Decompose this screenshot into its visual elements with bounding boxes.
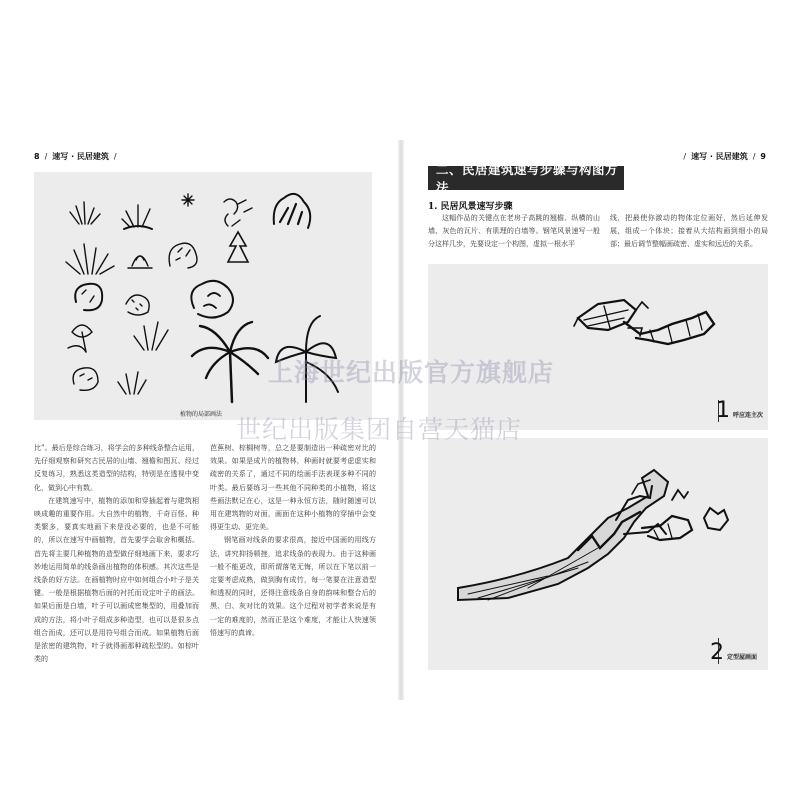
paragraph: 钢笔画对线条的要求很高，接近中国画的用线方法，讲究抑扬顿挫，追求线条的表现力。由于这种画一般不能更改，即所谓落笔无悔，所以在下笔以前一定要考虑成熟，做到胸有成竹，每一笔要在注意造型和透视的同时，还得注意线条自身的韵味和整合后的黑、白、灰对比的效果。这个过程对初学者来说是有一定的难度的，然而正是这个难度，才能让人快速领悟速写的真谛。 xyxy=(210,536,376,637)
header-separator: / xyxy=(683,152,687,161)
subheading: 1. 民居风景速写步骤 xyxy=(428,202,513,212)
blossom-shrub-sketch xyxy=(126,295,149,315)
right-running-title: 速写 · 民居建筑 xyxy=(691,152,748,161)
grass-clump-sketch xyxy=(66,244,114,274)
store-watermark-line-2: 世纪出版集团自营天猫店 xyxy=(236,415,523,444)
tree-canopy-sketch xyxy=(191,281,233,318)
figure-label-2 xyxy=(710,642,757,664)
plant-figure-caption: 植物的局部画法 xyxy=(180,411,223,418)
header-separator: / xyxy=(44,152,48,161)
leaf-plant-sketch xyxy=(68,325,92,352)
grass-tuft-sketch xyxy=(118,372,146,394)
left-text-column-1 xyxy=(34,442,199,672)
header-separator: / xyxy=(113,152,117,161)
right-text-column-2 xyxy=(610,212,768,262)
store-watermark-line-1: 上海世纪出版官方旗舰店 xyxy=(268,358,555,387)
right-page-number: 9 xyxy=(760,152,766,161)
section-title: 二、民居建筑速写步骤与构图方法 xyxy=(428,166,624,190)
low-shrub-sketch xyxy=(73,368,98,391)
left-text-column-2 xyxy=(210,442,376,637)
palm-tree-sketch xyxy=(192,322,268,402)
fern-sketch xyxy=(182,194,194,206)
step-2-sketch-panel xyxy=(428,438,768,670)
dense-bush-sketch xyxy=(274,194,311,228)
paragraph: 芭蕉树、棕榈树等，总之是要制造出一种疏密对比的效果。如果是成片的植物林，种画时就要考虑虚实和疏密的关系了，通过不同的绘画手法表现多种不同的叶类。最后要练习一些其他不同种类的小植物，将这些画法默记在心，这是一种永恒方法，随时随速可以用在建筑物的对面，画面在这种小植物的穿插中会变得更生动、更完美。 xyxy=(210,444,376,532)
paragraph: 这幅作品的关键点在老房子高跳的翘檐、纵横的山墙、灰色的瓦片、有肌理的白墙等。钢笔风景速写一般分这样几步，先要设定一个构图，虚拟一根水平 xyxy=(428,214,600,249)
paragraph: 比”。最后是综合练习，将学会的多种线条整合运用，先仔细观察和研究古民居的山墙、翘檐和图瓦、经过反复练习，熟悉这类造型的结构，特别是在透视中变化，做到心中有数。 xyxy=(34,444,199,492)
flowering-shrub-sketch xyxy=(169,243,197,268)
right-page-header xyxy=(683,151,766,162)
figure-label-1 xyxy=(716,400,763,422)
leafy-shrub-sketch xyxy=(224,199,252,226)
round-bush-sketch xyxy=(75,284,102,310)
grass-sketch-1 xyxy=(70,202,100,224)
rooftop-sketch-step-2 xyxy=(428,438,768,670)
figure-caption: 呼应连主次 xyxy=(733,412,764,419)
left-page-header xyxy=(34,151,117,162)
conifer-sketch xyxy=(228,232,248,262)
paragraph: 在建筑速写中，植物的添加和穿插起着与建筑相映成趣的重要作用。大自然中的植物，千奇百怪、种类繁多，要真实地画下来是没必要的，也是不可能的，所以在速写中画植物，首先要学会取舍和概括。首先将主要几种植物的造型做仔细地画下来，要求巧妙地运用简单的线条画出植物的体积感。其次这些是线条的好方法。在画植物时应中如何组合小叶子是关键。一般是根据植物后面的衬托而设定叶子的画法。如果后面是白墙，叶子可以画成密集型的，用叠加而成的方法，将小叶子组成多种造型，也可以是很多点组合而成，还可以是用符号组合而成。如果植物后面是浓密的建筑物，叶子就得画那种疏松型的。如棕叶类的 xyxy=(34,496,199,664)
tall-grass-sketch xyxy=(134,322,168,350)
figure-number: 2 xyxy=(710,640,724,665)
right-text-column-1 xyxy=(428,212,600,262)
grass-sketch-2 xyxy=(122,205,152,229)
small-plant-sketch xyxy=(128,256,152,268)
paragraph: 线，把最使你激动的物体定位画好，然后延伸发展，组成一个体块；接着从大结构画到细小的局部；最后调节整幅画疏密、虚实和远近的关系。 xyxy=(610,214,768,249)
figure-number: 1 xyxy=(716,398,730,423)
header-separator: / xyxy=(752,152,756,161)
left-running-title: 速写 · 民居建筑 xyxy=(52,152,109,161)
figure-caption: 定型屋画面 xyxy=(727,654,758,661)
left-page-number: 8 xyxy=(34,152,40,161)
